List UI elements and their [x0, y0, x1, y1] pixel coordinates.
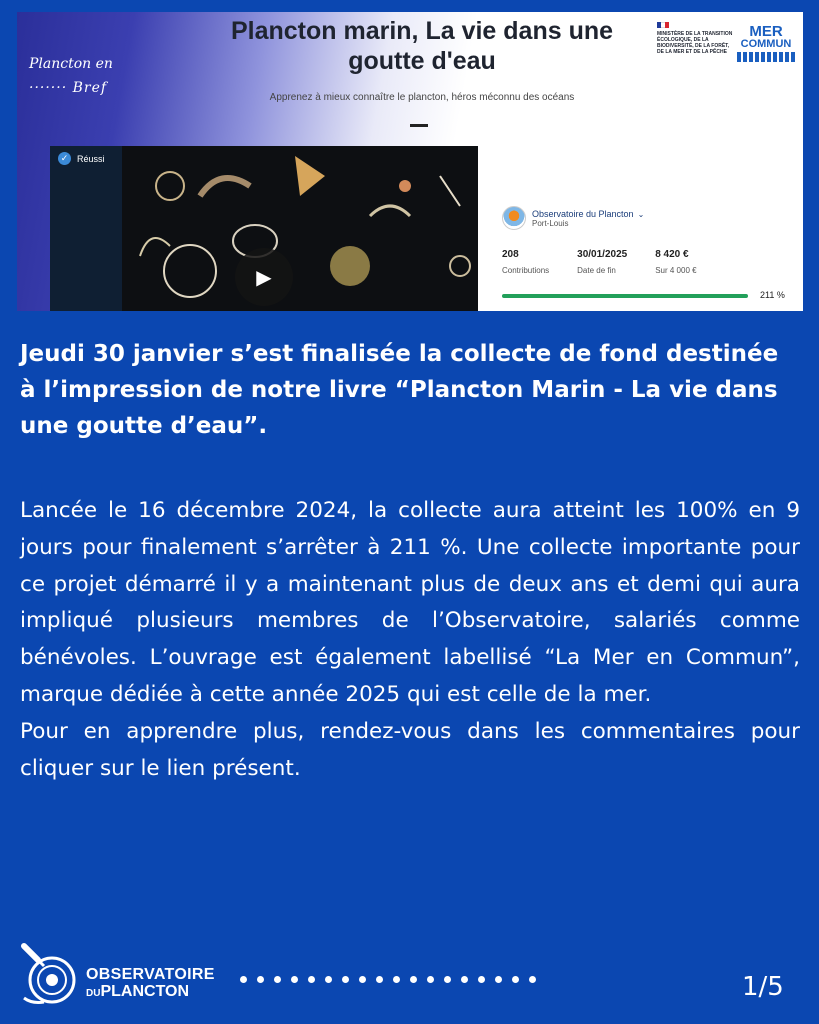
campaign-subtitle: Apprenez à mieux connaître le plancton, héros méconnu des océans	[269, 92, 575, 103]
dot	[495, 976, 502, 983]
brand-name	[86, 966, 215, 1002]
dot	[427, 976, 434, 983]
dot	[342, 976, 349, 983]
stat-value: 208	[502, 249, 519, 260]
campaign-screenshot	[17, 12, 803, 311]
body-paragraph-2: Pour en apprendre plus, rendez-vous dans les commentaires pour cliquer sur le lien présent.	[20, 718, 800, 781]
brand-du: DU	[86, 988, 101, 999]
status-label: Réussi	[77, 153, 105, 164]
dot	[308, 976, 315, 983]
dot	[393, 976, 400, 983]
progress-percent: 211 %	[760, 290, 785, 300]
play-button[interactable]: ▶	[235, 248, 293, 306]
brand-plancton: PLANCTON	[100, 983, 190, 1000]
body-paragraph-1: Lancée le 16 décembre 2024, la collecte aura atteint les 100% en 9 jours pour finalement s’arrêter à 211 %. Une collecte importante pour ce projet démarré il y a maintenant plus de deux ans et demi qui aura impliqué plusieurs membres de l’Observatoire, salariés comme bénévoles. L’ouvrage est également labellisé “La Mer en Commun”, marque dédiée à cette année 2025 qui est celle de la mer.	[20, 498, 800, 707]
pagination-dots	[240, 976, 536, 983]
brief-line2: ······· Bref	[29, 80, 108, 96]
dot	[529, 976, 536, 983]
dot	[376, 976, 383, 983]
lead-paragraph: Jeudi 30 janvier s’est finalisée la collecte de fond destinée à l’impression de notre livre “Plancton Marin - La vie dans une goutte d’eau”.	[20, 341, 779, 439]
stat-label: Sur 4 000 €	[655, 266, 697, 275]
body-text	[20, 493, 800, 787]
stat-contributions	[502, 249, 549, 278]
brand-line2	[86, 983, 215, 1002]
progress-bar	[502, 294, 748, 298]
ministry-logo	[657, 22, 737, 55]
dot	[444, 976, 451, 983]
brief-line1: Plancton en	[29, 56, 113, 72]
dot	[461, 976, 468, 983]
dot	[257, 976, 264, 983]
chevron-down-icon[interactable]: ⌄	[637, 209, 645, 219]
french-flag-icon	[657, 22, 669, 28]
dot	[410, 976, 417, 983]
observatoire-logo-icon	[18, 940, 82, 1006]
organizer[interactable]	[502, 206, 644, 230]
organizer-name: Observatoire du Plancton ⌄	[532, 208, 645, 219]
stat-end-date	[577, 249, 627, 278]
title-divider	[410, 124, 428, 127]
mer-label: MER	[749, 23, 783, 40]
campaign-title: Plancton marin, La vie dans une goutte d'eau	[230, 17, 614, 75]
campaign-video[interactable]	[50, 146, 478, 311]
dot	[478, 976, 485, 983]
status-badge	[58, 152, 105, 165]
waves-icon	[737, 52, 795, 62]
stats-row	[502, 249, 697, 278]
stat-value: 8 420 €	[655, 249, 689, 260]
stat-amount	[655, 249, 696, 278]
stat-value: 30/01/2025	[577, 249, 628, 260]
commun-label: COMMUN	[740, 38, 792, 50]
dot	[291, 976, 298, 983]
stat-label: Date de fin	[577, 266, 616, 275]
mer-en-commun-logo	[737, 24, 795, 62]
stat-label: Contributions	[502, 266, 550, 275]
dot	[274, 976, 281, 983]
campaign-stats-card	[492, 194, 792, 311]
dot	[240, 976, 247, 983]
ministry-text: MINISTÈRE DE LA TRANSITION ÉCOLOGIQUE, DE LA BIODIVERSITÉ, DE LA FORÊT, DE LA MER ET DE LA PÊCHE	[657, 31, 733, 55]
brand-line1: OBSERVATOIRE	[86, 966, 215, 983]
page-number: 1/5	[742, 972, 784, 1002]
dot	[325, 976, 332, 983]
dot	[512, 976, 519, 983]
organizer-city: Port-Louis	[532, 218, 569, 228]
brief-badge	[29, 52, 113, 100]
check-icon: ✓	[58, 152, 71, 165]
dot	[359, 976, 366, 983]
organizer-logo-icon	[502, 206, 526, 230]
